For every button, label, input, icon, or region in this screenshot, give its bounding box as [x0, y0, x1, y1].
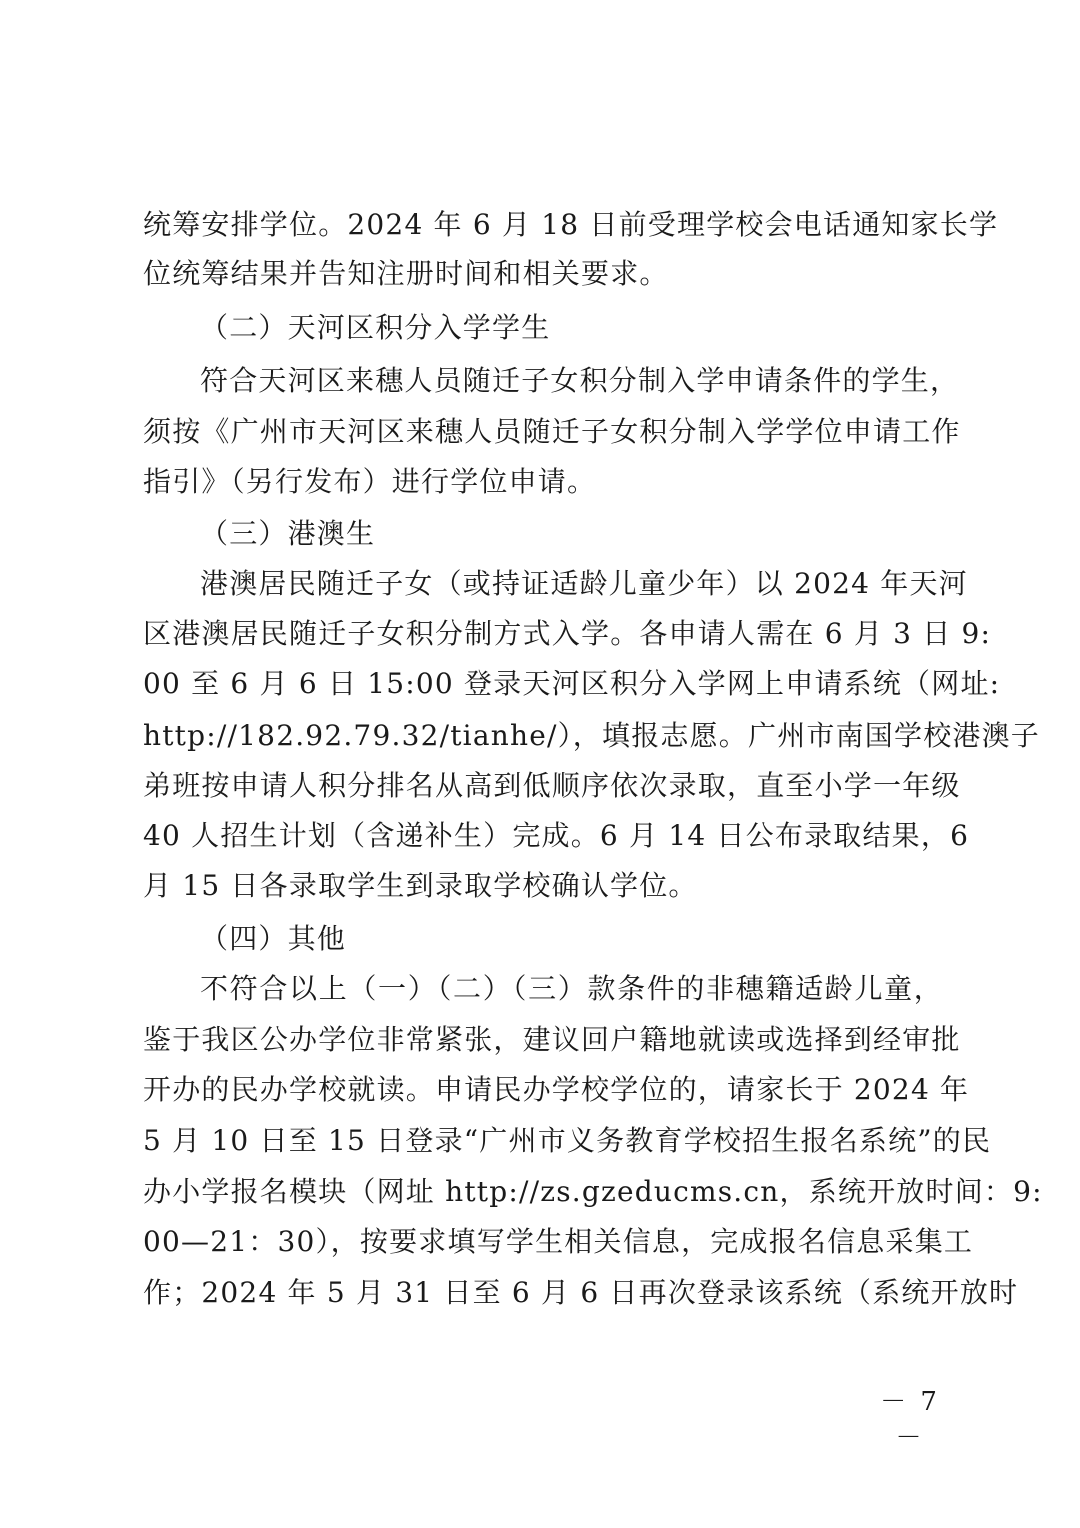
body-text-line: 开办的民办学校就读。申请民办学校学位的，请家长于 2024 年 [143, 1073, 970, 1106]
body-text-line: 港澳居民随迁子女（或持证适龄儿童少年）以 2024 年天河 [200, 567, 968, 600]
body-text-line: 00 至 6 月 6 日 15:00 登录天河区积分入学网上申请系统（网址: [143, 667, 1001, 700]
body-text-line: 位统筹结果并告知注册时间和相关要求。 [143, 257, 669, 290]
section-heading: （四）其他 [200, 922, 347, 955]
body-text-line: http://182.92.79.32/tianhe/），填报志愿。广州市南国学校港澳子 [143, 719, 1040, 752]
body-text-line: 统筹安排学位。2024 年 6 月 18 日前受理学校会电话通知家长学 [143, 208, 999, 241]
body-text-line: 40 人招生计划（含递补生）完成。6 月 14 日公布录取结果，6 [143, 819, 970, 852]
body-text-line: 作；2024 年 5 月 31 日至 6 月 6 日再次登录该系统（系统开放时 [143, 1276, 1019, 1309]
body-text-line: 须按《广州市天河区来穗人员随迁子女积分制入学学位申请工作 [143, 415, 961, 448]
body-text-line: 办小学报名模块（网址 http://zs.gzeducms.cn，系统开放时间：9: [143, 1175, 1043, 1208]
page-number: － 7 － [880, 1387, 940, 1453]
body-text-line: 5 月 10 日至 15 日登录“广州市义务教育学校招生报名系统”的民 [143, 1124, 992, 1157]
body-text-line: 00—21：30），按要求填写学生相关信息，完成报名信息采集工 [143, 1225, 974, 1258]
body-text-line: 区港澳居民随迁子女积分制方式入学。各申请人需在 6 月 3 日 9: [143, 617, 992, 650]
body-text-line: 月 15 日各录取学生到录取学校确认学位。 [143, 869, 698, 902]
body-text-line: 鉴于我区公办学位非常紧张，建议回户籍地就读或选择到经审批 [143, 1023, 961, 1056]
body-text-line: 弟班按申请人积分排名从高到低顺序依次录取，直至小学一年级 [143, 769, 961, 802]
body-text-line: 指引》（另行发布）进行学位申请。 [143, 465, 597, 498]
section-heading: （三）港澳生 [200, 517, 376, 550]
body-text-line: 符合天河区来穗人员随迁子女积分制入学申请条件的学生， [200, 364, 960, 397]
section-heading: （二）天河区积分入学学生 [200, 311, 551, 344]
body-text-line: 不符合以上（一）（二）（三）款条件的非穗籍适龄儿童， [200, 972, 943, 1005]
